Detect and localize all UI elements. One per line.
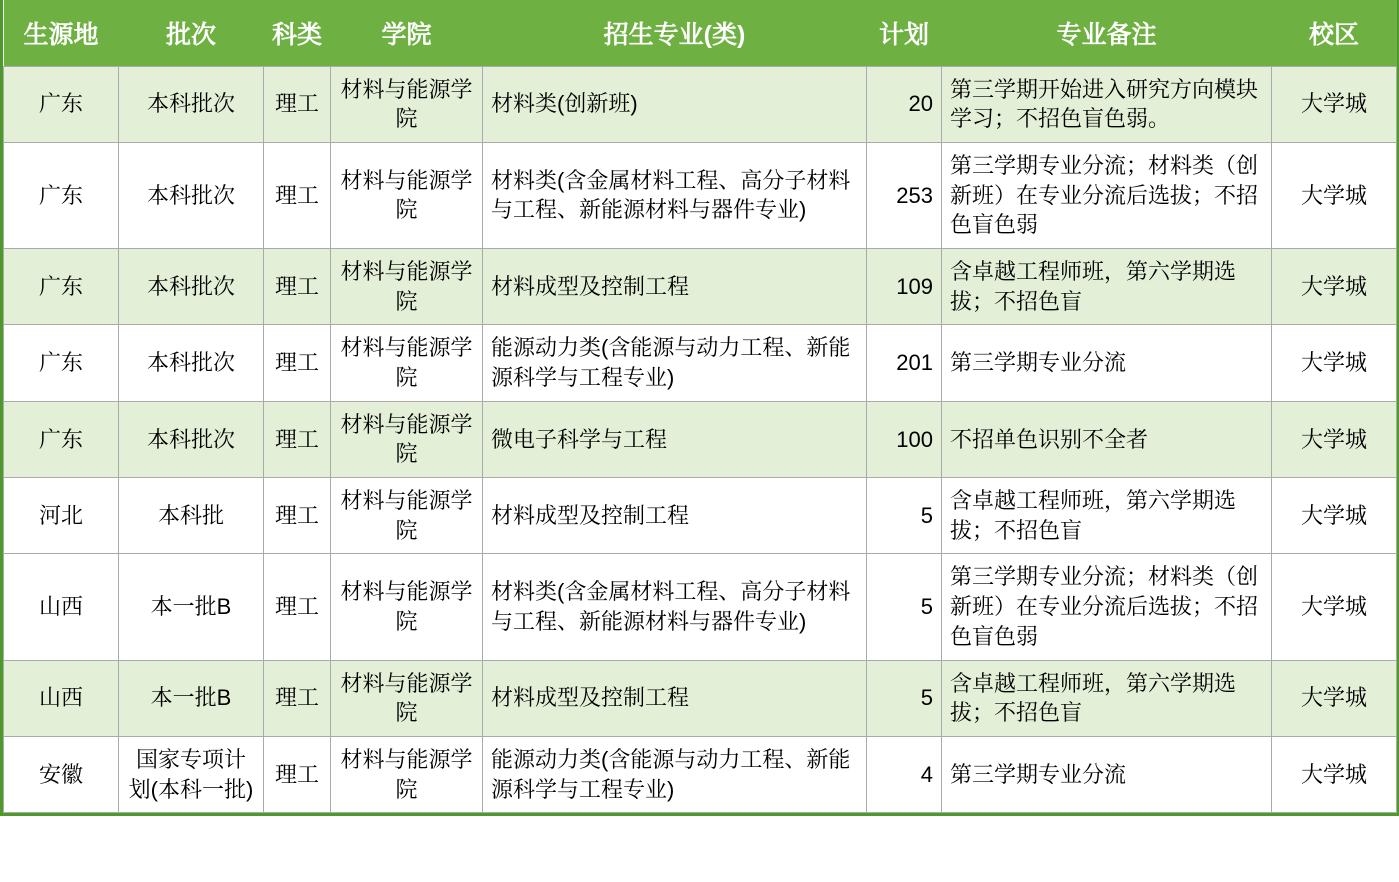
cell-origin: 山西 xyxy=(4,660,119,736)
cell-remark: 不招单色识别不全者 xyxy=(942,401,1272,477)
cell-major: 材料成型及控制工程 xyxy=(483,248,867,324)
cell-college: 材料与能源学院 xyxy=(331,660,483,736)
column-header-college: 学院 xyxy=(331,0,483,66)
table-row xyxy=(4,478,1397,554)
cell-major: 材料成型及控制工程 xyxy=(483,660,867,736)
cell-plan: 201 xyxy=(867,325,942,401)
cell-batch: 本科批次 xyxy=(119,248,264,324)
cell-batch: 本科批次 xyxy=(119,325,264,401)
table-row xyxy=(4,66,1397,142)
cell-origin: 河北 xyxy=(4,478,119,554)
cell-plan: 5 xyxy=(867,660,942,736)
cell-major: 能源动力类(含能源与动力工程、新能源科学与工程专业) xyxy=(483,736,867,812)
cell-remark: 第三学期专业分流；材料类（创新班）在专业分流后选拔；不招色盲色弱 xyxy=(942,554,1272,660)
table-row xyxy=(4,248,1397,324)
cell-major: 材料类(含金属材料工程、高分子材料与工程、新能源材料与器件专业) xyxy=(483,554,867,660)
cell-origin: 广东 xyxy=(4,142,119,248)
cell-plan: 5 xyxy=(867,478,942,554)
table-row xyxy=(4,325,1397,401)
cell-college: 材料与能源学院 xyxy=(331,142,483,248)
cell-category: 理工 xyxy=(264,554,331,660)
cell-campus: 大学城 xyxy=(1272,248,1397,324)
cell-category: 理工 xyxy=(264,401,331,477)
cell-remark: 含卓越工程师班，第六学期选拔；不招色盲 xyxy=(942,248,1272,324)
cell-remark: 含卓越工程师班，第六学期选拔；不招色盲 xyxy=(942,660,1272,736)
cell-campus: 大学城 xyxy=(1272,325,1397,401)
table-body xyxy=(4,66,1397,813)
table-row xyxy=(4,401,1397,477)
cell-category: 理工 xyxy=(264,142,331,248)
cell-batch: 本一批B xyxy=(119,554,264,660)
cell-campus: 大学城 xyxy=(1272,66,1397,142)
cell-campus: 大学城 xyxy=(1272,660,1397,736)
table-header xyxy=(4,0,1397,66)
cell-college: 材料与能源学院 xyxy=(331,325,483,401)
cell-batch: 本科批次 xyxy=(119,401,264,477)
admission-plan-table xyxy=(3,0,1397,813)
cell-plan: 109 xyxy=(867,248,942,324)
cell-remark: 含卓越工程师班，第六学期选拔；不招色盲 xyxy=(942,478,1272,554)
column-header-plan: 计划 xyxy=(867,0,942,66)
cell-batch: 本科批次 xyxy=(119,142,264,248)
cell-plan: 4 xyxy=(867,736,942,812)
cell-category: 理工 xyxy=(264,478,331,554)
cell-origin: 广东 xyxy=(4,325,119,401)
cell-campus: 大学城 xyxy=(1272,736,1397,812)
cell-college: 材料与能源学院 xyxy=(331,401,483,477)
table-row xyxy=(4,736,1397,812)
cell-major: 材料类(含金属材料工程、高分子材料与工程、新能源材料与器件专业) xyxy=(483,142,867,248)
cell-major: 能源动力类(含能源与动力工程、新能源科学与工程专业) xyxy=(483,325,867,401)
cell-origin: 安徽 xyxy=(4,736,119,812)
cell-category: 理工 xyxy=(264,736,331,812)
cell-plan: 100 xyxy=(867,401,942,477)
cell-remark: 第三学期专业分流；材料类（创新班）在专业分流后选拔；不招色盲色弱 xyxy=(942,142,1272,248)
cell-college: 材料与能源学院 xyxy=(331,248,483,324)
cell-major: 材料类(创新班) xyxy=(483,66,867,142)
column-header-batch: 批次 xyxy=(119,0,264,66)
cell-college: 材料与能源学院 xyxy=(331,66,483,142)
cell-major: 材料成型及控制工程 xyxy=(483,478,867,554)
table-row xyxy=(4,554,1397,660)
cell-college: 材料与能源学院 xyxy=(331,478,483,554)
cell-batch: 国家专项计划(本科一批) xyxy=(119,736,264,812)
column-header-category: 科类 xyxy=(264,0,331,66)
cell-campus: 大学城 xyxy=(1272,554,1397,660)
cell-campus: 大学城 xyxy=(1272,478,1397,554)
cell-college: 材料与能源学院 xyxy=(331,736,483,812)
cell-plan: 253 xyxy=(867,142,942,248)
column-header-remark: 专业备注 xyxy=(942,0,1272,66)
cell-remark: 第三学期开始进入研究方向模块学习；不招色盲色弱。 xyxy=(942,66,1272,142)
column-header-campus: 校区 xyxy=(1272,0,1397,66)
cell-batch: 本科批 xyxy=(119,478,264,554)
cell-origin: 山西 xyxy=(4,554,119,660)
cell-category: 理工 xyxy=(264,66,331,142)
cell-campus: 大学城 xyxy=(1272,142,1397,248)
cell-plan: 20 xyxy=(867,66,942,142)
table-row xyxy=(4,660,1397,736)
cell-origin: 广东 xyxy=(4,248,119,324)
cell-batch: 本科批次 xyxy=(119,66,264,142)
column-header-major: 招生专业(类) xyxy=(483,0,867,66)
cell-plan: 5 xyxy=(867,554,942,660)
table-header-row xyxy=(4,0,1397,66)
cell-category: 理工 xyxy=(264,248,331,324)
cell-category: 理工 xyxy=(264,660,331,736)
cell-campus: 大学城 xyxy=(1272,401,1397,477)
cell-category: 理工 xyxy=(264,325,331,401)
column-header-origin: 生源地 xyxy=(4,0,119,66)
cell-college: 材料与能源学院 xyxy=(331,554,483,660)
cell-origin: 广东 xyxy=(4,401,119,477)
cell-remark: 第三学期专业分流 xyxy=(942,325,1272,401)
table-row xyxy=(4,142,1397,248)
cell-origin: 广东 xyxy=(4,66,119,142)
cell-remark: 第三学期专业分流 xyxy=(942,736,1272,812)
cell-major: 微电子科学与工程 xyxy=(483,401,867,477)
cell-batch: 本一批B xyxy=(119,660,264,736)
